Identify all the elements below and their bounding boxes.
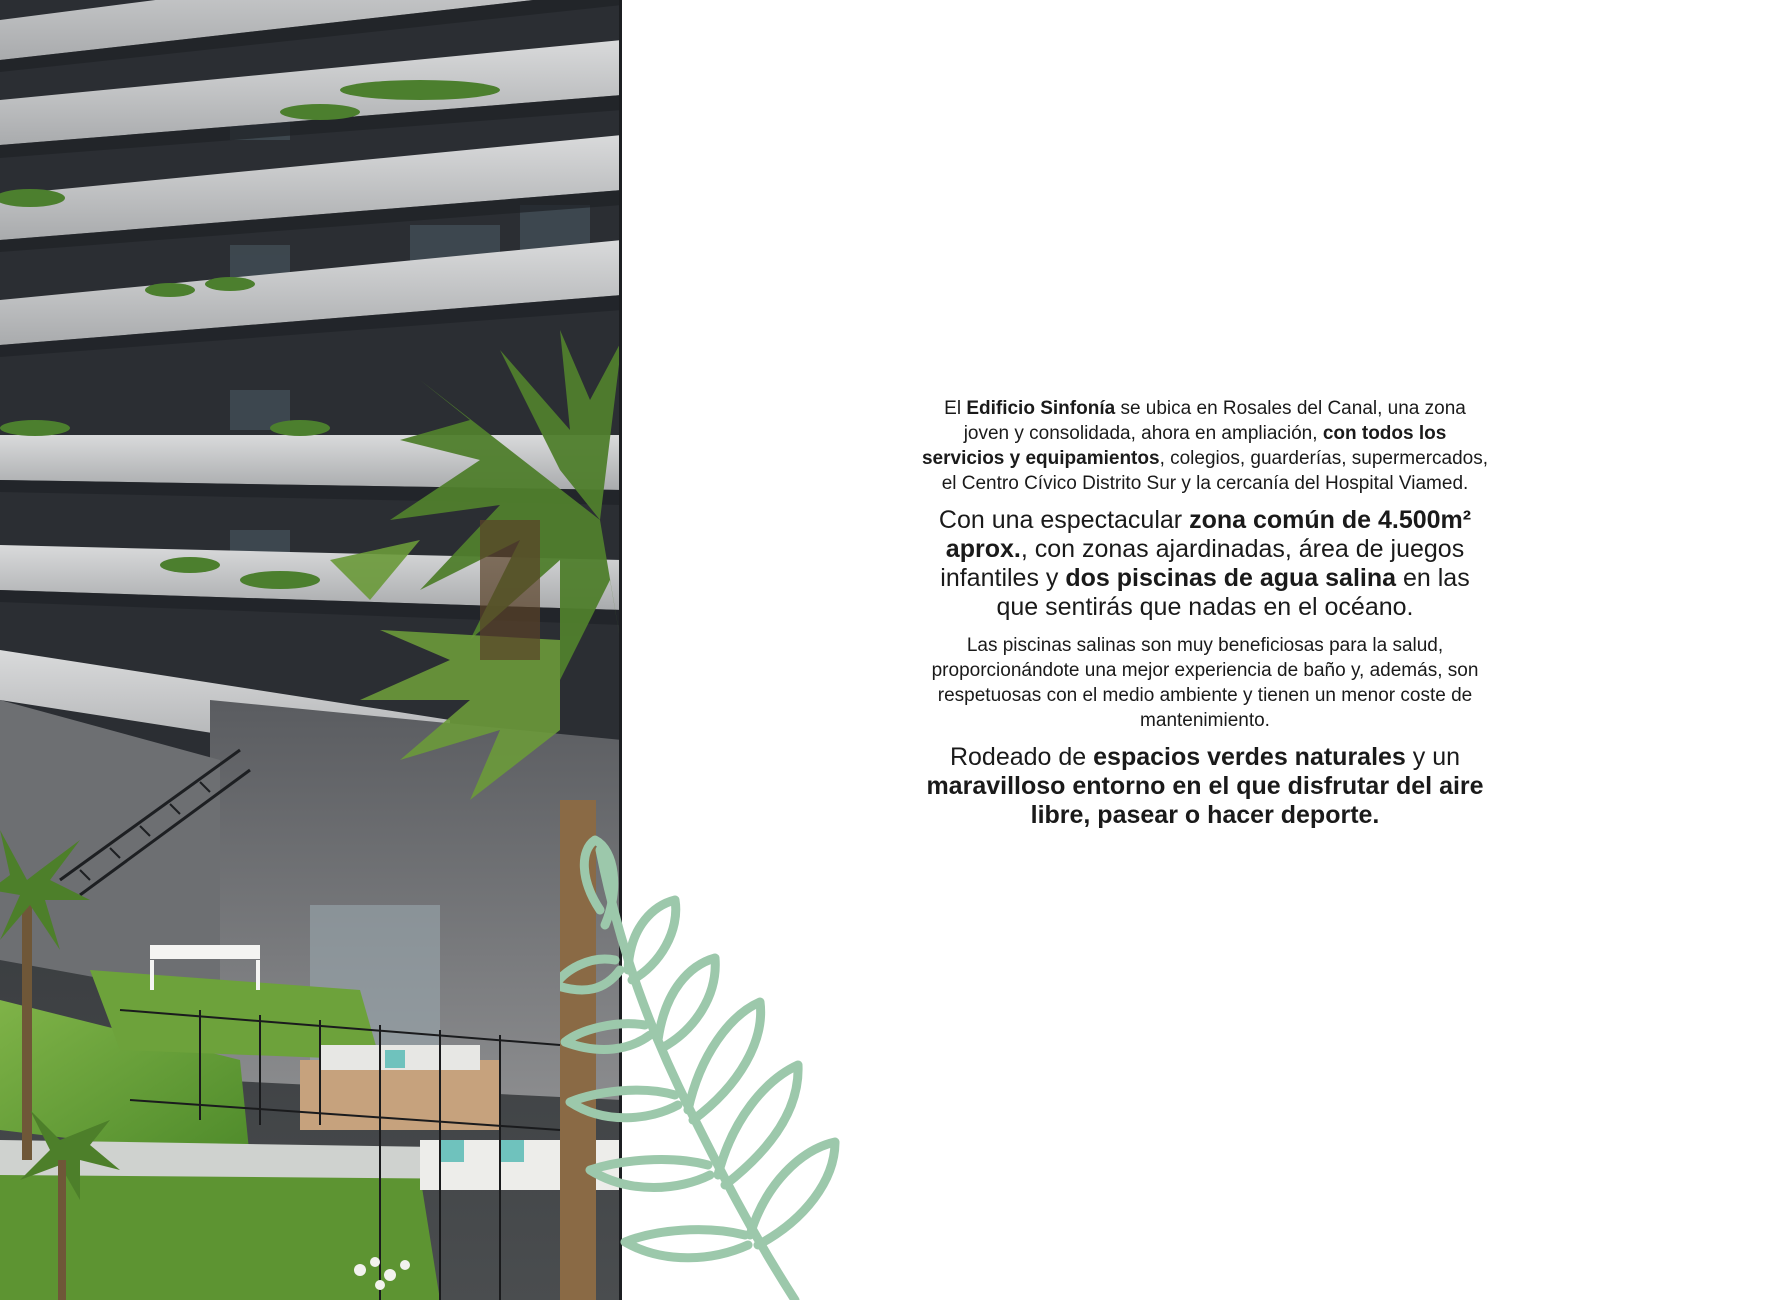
- intro-bold-services: con todos los servicios y equipamientos: [921, 423, 1447, 469]
- surroundings-paragraph: [920, 743, 1490, 830]
- sprig-leaf: [570, 1090, 678, 1118]
- building-photo: [0, 0, 622, 1300]
- common-area-text-1: Con una espectacular: [938, 506, 1190, 534]
- sprig-leaf: [590, 1160, 710, 1188]
- leaf-sprig-illustration: [560, 830, 890, 1300]
- common-area-text-2: , con zonas ajardinadas, área de juegos infantiles y: [940, 535, 1465, 592]
- common-area-text-3: en las que sentirás que nadas en el océano.: [996, 564, 1470, 621]
- surroundings-bold-green-spaces: espacios verdes naturales: [1093, 743, 1406, 771]
- surroundings-text-2: y un: [1405, 743, 1461, 771]
- common-area-paragraph: [920, 506, 1490, 622]
- sprig-leaf: [565, 1024, 650, 1050]
- sprig-leaf: [750, 1142, 835, 1245]
- intro-text-2: se ubica en Rosales del Canal, una zona joven y consolidada, ahora en ampliación,: [963, 398, 1466, 444]
- building-render: [0, 0, 622, 1300]
- sprig-leaf: [625, 1230, 748, 1258]
- intro-text-3: , colegios, guarderías, supermercados, el Centro Cívico Distrito Sur y la cercanía del Hospital Viamed.: [941, 448, 1489, 494]
- intro-text-1: El: [944, 398, 967, 419]
- common-area-bold-size: zona común de 4.500m² aprox.: [945, 506, 1472, 563]
- surroundings-text-1: Rodeado de: [949, 743, 1094, 771]
- intro-bold-building-name: Edificio Sinfonía: [966, 398, 1116, 419]
- common-area-bold-pools: dos piscinas de agua salina: [1065, 564, 1397, 592]
- pools-paragraph: Las piscinas salinas son muy beneficiosas para la salud, proporcionándote una mejor experiencia de baño y, además, son respetuosas con el medio ambiente y tienen un menor coste de mantenimiento.: [931, 635, 1479, 731]
- surroundings-bold-environment: maravilloso entorno en el que disfrutar del aire libre, pasear o hacer deporte.: [926, 772, 1484, 829]
- intro-paragraph: [920, 396, 1490, 496]
- description-column: [920, 396, 1490, 841]
- sprig-leaf: [560, 959, 620, 990]
- sprig-leaf: [658, 958, 715, 1048]
